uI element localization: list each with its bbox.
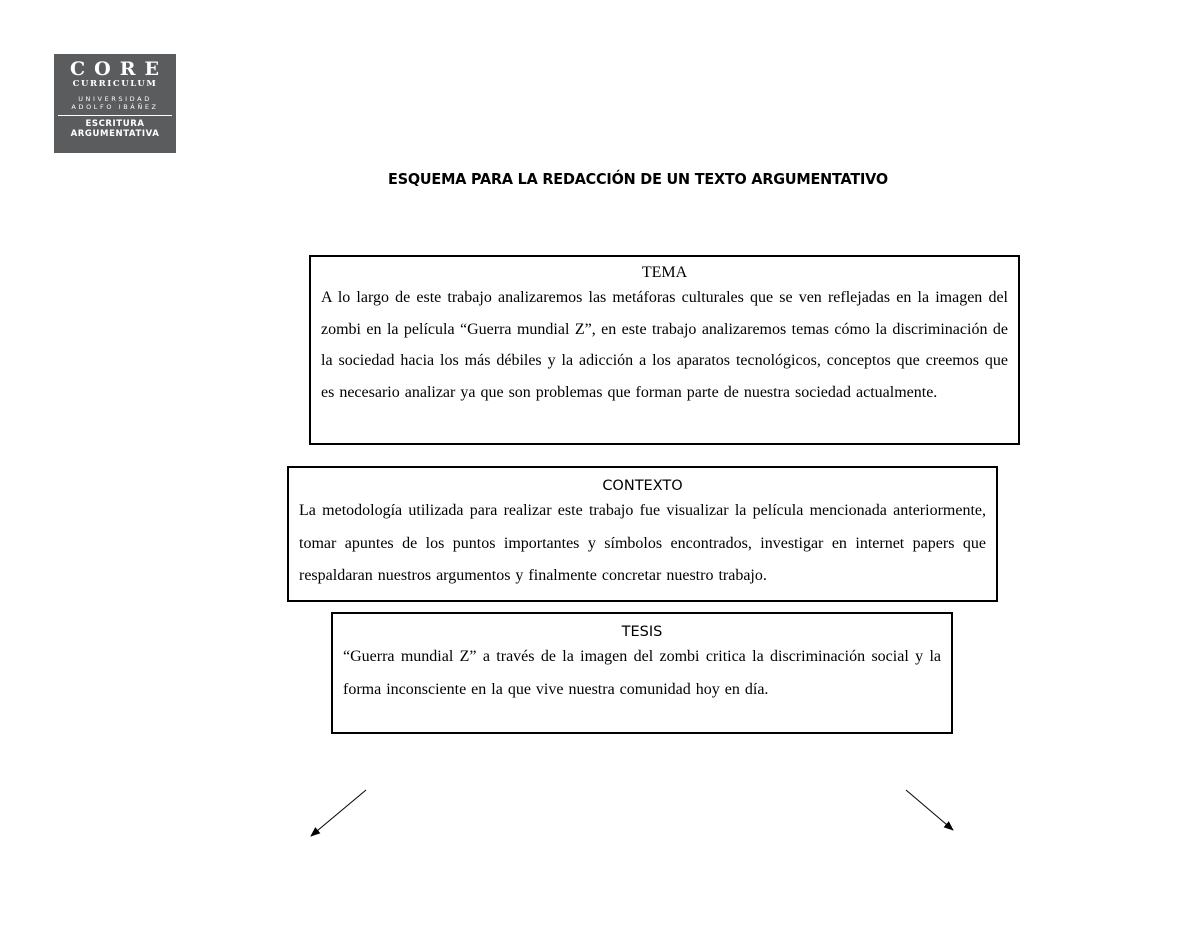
tema-heading: TEMA xyxy=(641,264,688,281)
logo-adolfo-ibanez-text: ADOLFO IBÁÑEZ xyxy=(71,103,159,111)
logo-argumentativa-text: ARGUMENTATIVA xyxy=(70,129,160,139)
contexto-text: La metodología utilizada para realizar este trabajo fue visualizar la película mencionada anteriormente, tomar apuntes de los puntos importantes y símbolos encontrados, investigar en internet papers que respaldaran nuestros argumentos y finalmente concretar nuestro trabajo. xyxy=(299,502,986,584)
tesis-heading: TESIS xyxy=(621,624,663,640)
logo-universidad-text: UNIVERSIDAD xyxy=(78,95,152,103)
tesis-text: “Guerra mundial Z” a través de la imagen del zombi critica la discriminación social y la forma inconsciente en la que vive nuestra comunidad hoy en día. xyxy=(343,648,941,698)
arrow-down-left-icon xyxy=(311,790,366,836)
page-title: ESQUEMA PARA LA REDACCIÓN DE UN TEXTO ARGUMENTATIVO xyxy=(388,170,888,188)
tema-text: A lo largo de este trabajo analizaremos las metáforas culturales que se ven reflejadas en la imagen del zombi en la película “Guerra mundial Z”, en este trabajo analizaremos temas cómo la discriminación de la sociedad hacia los más débiles y la adicción a los aparatos tecnológicos, conceptos que creemos que es necesario analizar ya que son problemas que forman parte de nuestra sociedad actualmente. xyxy=(321,289,1008,401)
contexto-heading: CONTEXTO xyxy=(602,478,683,494)
logo-core-text: CORE xyxy=(70,58,168,80)
logo-curriculum-text: CURRICULUM xyxy=(72,79,158,89)
arrow-down-right-icon xyxy=(906,790,953,830)
logo-escritura-text: ESCRITURA xyxy=(85,119,145,129)
